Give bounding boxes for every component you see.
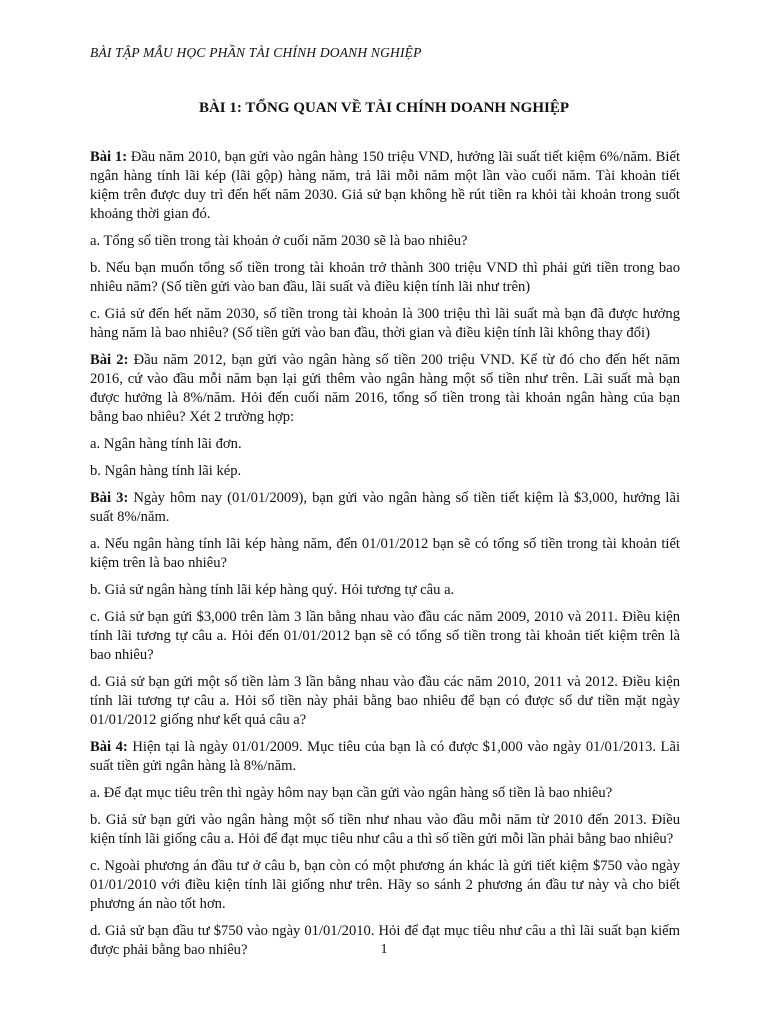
problem-part: c. Giả sử bạn gửi $3,000 trên làm 3 lần bằng nhau vào đầu các năm 2009, 2010 và 2011. Điều kiện tính lãi tương tự câu a. Hỏi đến 01/01/2012 bạn sẽ có tổng số tiền trong tài khoản tiết kiệm trên là bao nhiêu? [90, 609, 680, 663]
problem-statement [90, 489, 680, 527]
problem-part: a. Tổng số tiền trong tài khoản ở cuối năm 2030 sẽ là bao nhiêu? [90, 233, 468, 249]
problem-label: Bài 2: [90, 352, 129, 368]
problem-statement [90, 738, 680, 776]
problem-statement [90, 351, 680, 427]
problem-part: b. Ngân hàng tính lãi kép. [90, 463, 242, 479]
page-number: 1 [380, 942, 388, 957]
problem-part: a. Để đạt mục tiêu trên thì ngày hôm nay bạn cần gửi vào ngân hàng số tiền là bao nhiêu? [90, 785, 613, 801]
running-header: BÀI TẬP MẪU HỌC PHẦN TÀI CHÍNH DOANH NGHIỆP [90, 45, 422, 60]
problem-part: b. Giả sử bạn gửi vào ngân hàng một số tiền như nhau vào đầu mỗi năm từ 2010 đến 2013. Điều kiện tính lãi giống câu a. Hỏi để đạt mục tiêu như câu a thì số tiền gửi mỗi lần phải bằng bao nhiêu? [90, 812, 680, 847]
problem-part: d. Giả sử bạn đầu tư $750 vào ngày 01/01/2010. Hỏi để đạt mục tiêu như câu a thì lãi suất bạn kiếm được phải bằng bao nhiêu? [90, 923, 680, 958]
problem-text: Ngày hôm nay (01/01/2009), bạn gửi vào ngân hàng số tiền tiết kiệm là $3,000, hưởng lãi suất 8%/năm. [90, 490, 681, 525]
problem-part: c. Giả sử đến hết năm 2030, số tiền trong tài khoản là 300 triệu thì lãi suất mà bạn đã được hưởng hàng năm là bao nhiêu? (Số tiền gửi vào ban đầu, thời gian và điều kiện tính lãi không thay đổi) [90, 306, 680, 341]
problem-part: b. Nếu bạn muốn tổng số tiền trong tài khoản trở thành 300 triệu VND thì phải gửi tiền trong bao nhiêu năm? (Số tiền gửi vào ban đầu, lãi suất và điều kiện tính lãi như trên) [90, 260, 680, 295]
problem-text: Đầu năm 2010, bạn gửi vào ngân hàng 150 triệu VND, hưởng lãi suất tiết kiệm 6%/năm. Biết ngân hàng tính lãi kép (lãi gộp) hàng năm, trả lãi mỗi năm một lần vào cuối năm. Tài khoản tiết kiệm trên được duy trì đến hết năm 2030. Giả sử bạn không hề rút tiền ra khỏi tài khoản trong suốt khoảng thời gian đó. [90, 149, 681, 222]
problem-part: c. Ngoài phương án đầu tư ở câu b, bạn còn có một phương án khác là gửi tiết kiệm $750 vào ngày 01/01/2010 với điều kiện tính lãi giống như trên. Hãy so sánh 2 phương án đầu tư này và cho biết phương án nào tốt hơn. [90, 858, 680, 912]
document-body [90, 148, 680, 968]
problem-part: a. Nếu ngân hàng tính lãi kép hàng năm, đến 01/01/2012 bạn sẽ có tổng số tiền trong tài khoản tiết kiệm trên là bao nhiêu? [90, 536, 680, 571]
problem-statement [90, 148, 680, 224]
problem-label: Bài 3: [90, 490, 129, 506]
problem-label: Bài 1: [90, 149, 128, 165]
problem-part: d. Giả sử bạn gửi một số tiền làm 3 lần bằng nhau vào đầu các năm 2010, 2011 và 2012. Điều kiện tính lãi tương tự câu a. Hỏi số tiền này phải bằng bao nhiêu để bạn có được số dư tiền mặt ngày 01/01/2012 giống như kết quả câu a? [90, 674, 680, 728]
problem-text: Hiện tại là ngày 01/01/2009. Mục tiêu của bạn là có được $1,000 vào ngày 01/01/2013. Lãi suất tiền gửi ngân hàng là 8%/năm. [90, 739, 680, 774]
problem-part: a. Ngân hàng tính lãi đơn. [90, 436, 242, 452]
page-title: BÀI 1: TỔNG QUAN VỀ TÀI CHÍNH DOANH NGHIỆP [198, 100, 570, 116]
problem-text: Đầu năm 2012, bạn gửi vào ngân hàng số tiền 200 triệu VND. Kể từ đó cho đến hết năm 2016, cứ vào đầu mỗi năm bạn lại gửi thêm vào ngân hàng một số tiền như trên. Lãi suất mà bạn được hưởng là 8%/năm. Hỏi đến cuối năm 2016, tổng số tiền trong tài khoản ngân hàng của bạn bằng bao nhiêu? Xét 2 trường hợp: [90, 352, 681, 425]
problem-part: b. Giả sử ngân hàng tính lãi kép hàng quý. Hỏi tương tự câu a. [90, 582, 455, 598]
problem-label: Bài 4: [90, 739, 128, 755]
